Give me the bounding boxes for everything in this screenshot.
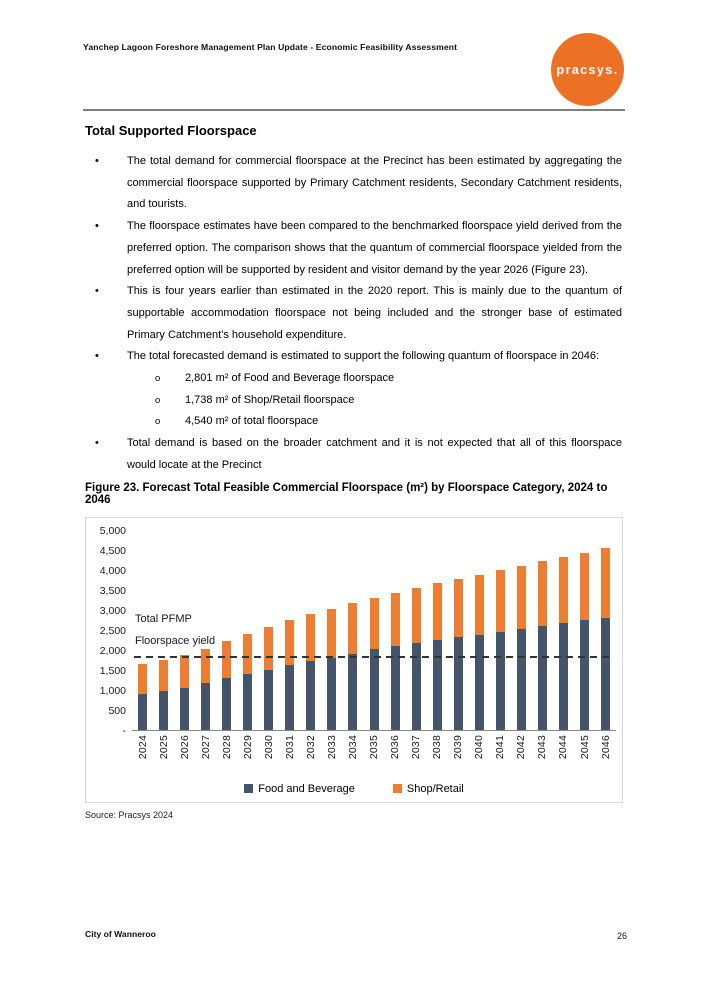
stacked-bar [243, 634, 252, 729]
y-tick-label: 4,000 [99, 564, 126, 577]
bar-segment-shop-retail [348, 603, 357, 653]
x-tick-label: 2032 [304, 734, 317, 759]
bar-segment-food-and-beverage [264, 670, 273, 730]
x-tick-label: 2040 [473, 734, 486, 759]
x-tick [364, 735, 385, 759]
pracsys-logo [551, 33, 624, 106]
header-document-title: Yanchep Lagoon Foreshore Management Plan Update - Economic Feasibility Assessment [83, 42, 458, 52]
stacked-bar [285, 620, 294, 730]
x-tick-label: 2031 [283, 734, 296, 759]
stacked-bar [222, 641, 231, 729]
bar-group [385, 531, 406, 730]
x-tick [448, 735, 469, 759]
x-tick [511, 735, 532, 759]
stacked-bar [538, 561, 547, 729]
x-tick-label: 2038 [431, 734, 444, 759]
bullet-text: The total demand for commercial floorspace at the Precinct has been estimated by aggregating the commercial floorspace supported by Primary Catchment residents, Secondary Catchment residents, and tourists. [127, 155, 622, 211]
x-tick [216, 735, 237, 759]
bar-segment-shop-retail [264, 627, 273, 670]
bullet-item [85, 216, 622, 281]
bullet-marker: • [95, 220, 99, 233]
bar-segment-shop-retail [285, 620, 294, 665]
bar-segment-food-and-beverage [327, 658, 336, 730]
x-tick [258, 735, 279, 759]
sub-bullet-text: 1,738 m² of Shop/Retail floorspace [185, 393, 355, 406]
chart-legend [86, 783, 622, 795]
y-tick-label: 500 [108, 704, 126, 717]
bar-segment-food-and-beverage [601, 618, 610, 730]
bullet-item [85, 346, 622, 368]
x-tick [385, 735, 406, 759]
x-tick-label: 2045 [578, 734, 591, 759]
stacked-bar [601, 548, 610, 730]
section-title: Total Supported Floorspace [85, 123, 257, 138]
x-tick-label: 2026 [178, 734, 191, 759]
stacked-bar [138, 664, 147, 730]
bar-segment-shop-retail [601, 548, 610, 618]
bar-group [595, 531, 616, 730]
bar-segment-shop-retail [201, 649, 210, 684]
legend-item-shop-retail [393, 783, 464, 795]
bar-segment-food-and-beverage [306, 661, 315, 730]
bar-segment-food-and-beverage [180, 688, 189, 730]
bar-group [532, 531, 553, 730]
bullet-marker: • [95, 350, 99, 363]
bar-group [237, 531, 258, 730]
bar-group [553, 531, 574, 730]
sub-bullet-text: 4,540 m² of total floorspace [185, 415, 319, 428]
pfmp-yield-reference-line [134, 656, 614, 658]
y-tick-label: 4,500 [99, 544, 126, 557]
pfmp-yield-label-line2: Floorspace yield [135, 634, 216, 647]
y-axis [86, 524, 126, 737]
x-tick [321, 735, 342, 759]
figure-23-chart [85, 517, 623, 803]
stacked-bar [496, 570, 505, 730]
x-tick-label: 2046 [599, 734, 612, 759]
bar-segment-shop-retail [475, 575, 484, 635]
bar-group [300, 531, 321, 730]
x-tick-label: 2025 [157, 734, 170, 759]
x-tick [469, 735, 490, 759]
x-tick [195, 735, 216, 759]
bullet-marker: • [95, 285, 99, 298]
figure-caption: Figure 23. Forecast Total Feasible Commercial Floorspace (m²) by Floorspace Category, 2024 to 2046 [85, 481, 608, 506]
sub-bullet-marker: o [155, 416, 161, 428]
x-tick-label: 2029 [241, 734, 254, 759]
bar-group [490, 531, 511, 730]
sub-bullet-item [85, 368, 622, 390]
bullet-text: The floorspace estimates have been compared to the benchmarked floorspace yield derived from the preferred option. The comparison shows that the quantum of commercial floorspace yielded from the preferred option will be supported by resident and visitor demand by the year 2026 (Figure 23). [127, 220, 622, 276]
x-tick [132, 735, 153, 759]
header-divider [83, 109, 625, 111]
food-and-beverage-swatch [244, 784, 253, 793]
pfmp-yield-label-line1: Total PFMP [135, 612, 192, 625]
x-tick-label: 2030 [262, 734, 275, 759]
bar-segment-food-and-beverage [496, 632, 505, 730]
x-tick-label: 2028 [220, 734, 233, 759]
bar-segment-food-and-beverage [580, 620, 589, 729]
legend-label: Shop/Retail [406, 782, 464, 795]
bullet-text: Total demand is based on the broader catchment and it is not expected that all of this floorspace would locate at the Precinct [127, 437, 622, 471]
stacked-bar [264, 627, 273, 730]
bar-segment-shop-retail [538, 561, 547, 626]
x-tick [532, 735, 553, 759]
bar-segment-food-and-beverage [454, 637, 463, 729]
x-tick [553, 735, 574, 759]
bar-group [321, 531, 342, 730]
x-tick-label: 2037 [410, 734, 423, 759]
x-tick-label: 2042 [515, 734, 528, 759]
x-tick-label: 2035 [368, 734, 381, 759]
bar-segment-food-and-beverage [370, 649, 379, 729]
x-tick [427, 735, 448, 759]
sub-bullet-marker: o [155, 394, 161, 406]
pracsys-logo-text: pracsys. [556, 62, 619, 77]
bar-segment-shop-retail [159, 660, 168, 691]
x-tick [279, 735, 300, 759]
bar-group [364, 531, 385, 730]
footer-page-number: 26 [616, 931, 627, 941]
plot-area [132, 531, 616, 731]
x-tick [574, 735, 595, 759]
bar-group [469, 531, 490, 730]
bar-segment-shop-retail [454, 579, 463, 637]
bar-segment-food-and-beverage [138, 694, 147, 730]
bullet-text: The total forecasted demand is estimated to support the following quantum of floorspace in 2046: [127, 350, 600, 363]
figure-source: Source: Pracsys 2024 [85, 809, 174, 820]
x-tick [595, 735, 616, 759]
bar-segment-shop-retail [496, 570, 505, 632]
bar-segment-shop-retail [370, 598, 379, 649]
stacked-bar [412, 588, 421, 730]
stacked-bar [180, 655, 189, 729]
bar-group [427, 531, 448, 730]
bar-segment-food-and-beverage [348, 654, 357, 730]
x-axis [132, 735, 616, 759]
stacked-bar [517, 566, 526, 730]
y-tick-label: 2,500 [99, 624, 126, 637]
x-tick [237, 735, 258, 759]
bar-segment-shop-retail [222, 641, 231, 678]
page-body [85, 123, 622, 820]
stacked-bar [475, 575, 484, 730]
bar-group [279, 531, 300, 730]
bullet-marker: • [95, 155, 99, 167]
bullet-item [85, 281, 622, 346]
bar-segment-shop-retail [243, 634, 252, 674]
stacked-bar [159, 660, 168, 730]
stacked-bar [348, 603, 357, 729]
x-tick-label: 2041 [494, 734, 507, 759]
bar-segment-food-and-beverage [222, 678, 231, 729]
bar-group [342, 531, 363, 730]
x-tick [490, 735, 511, 759]
bar-segment-food-and-beverage [517, 629, 526, 730]
stacked-bar [454, 579, 463, 730]
bar-segment-shop-retail [391, 593, 400, 646]
bullet-item [85, 151, 622, 216]
bullet-text: This is four years earlier than estimated in the 2020 report. This is mainly due to the quantum of supportable accommodation floorspace not being included and the stronger base of estimated Primary Catchment’s household expenditure. [127, 285, 622, 341]
y-tick-label: 1,000 [99, 684, 126, 697]
x-tick-label: 2043 [536, 734, 549, 759]
bar-segment-food-and-beverage [243, 674, 252, 729]
bar-segment-food-and-beverage [285, 665, 294, 729]
bar-group [216, 531, 237, 730]
y-tick-label: 1,500 [99, 664, 126, 677]
bar-segment-food-and-beverage [538, 626, 547, 730]
legend-item-food-and-beverage [244, 783, 355, 795]
stacked-bar [559, 557, 568, 730]
x-tick [406, 735, 427, 759]
bar-segment-food-and-beverage [201, 683, 210, 729]
y-tick-label: 3,000 [99, 604, 126, 617]
sub-bullet-item [85, 390, 622, 412]
x-tick-label: 2024 [136, 734, 149, 759]
pfmp-yield-label [135, 608, 215, 652]
x-tick-label: 2039 [452, 734, 465, 759]
y-tick-label: - [122, 724, 126, 737]
bullet-marker: • [95, 437, 99, 450]
bar-group [406, 531, 427, 730]
x-tick-label: 2033 [325, 734, 338, 759]
bar-group [574, 531, 595, 730]
bar-segment-shop-retail [138, 664, 147, 694]
bar-segment-shop-retail [433, 583, 442, 640]
sub-bullet-item [85, 411, 622, 433]
x-tick-label: 2036 [389, 734, 402, 759]
stacked-bar [580, 553, 589, 730]
x-tick [342, 735, 363, 759]
x-tick [300, 735, 321, 759]
bar-group [511, 531, 532, 730]
bar-segment-food-and-beverage [559, 623, 568, 730]
bar-segment-shop-retail [517, 566, 526, 629]
stacked-bar [201, 649, 210, 730]
stacked-bar [306, 614, 315, 730]
y-tick-label: 3,500 [99, 584, 126, 597]
bar-segment-shop-retail [306, 614, 315, 661]
stacked-bar [391, 593, 400, 730]
legend-label: Food and Beverage [258, 782, 355, 795]
bar-group [258, 531, 279, 730]
bar-group [448, 531, 469, 730]
bar-segment-shop-retail [580, 553, 589, 621]
stacked-bar [327, 609, 336, 729]
bar-segment-food-and-beverage [159, 691, 168, 730]
bar-segment-food-and-beverage [391, 646, 400, 730]
sub-bullet-text: 2,801 m² of Food and Beverage floorspace [185, 372, 395, 385]
bar-segment-shop-retail [327, 609, 336, 657]
bar-segment-food-and-beverage [475, 635, 484, 730]
x-tick-label: 2027 [199, 734, 212, 759]
shop-retail-swatch [393, 784, 402, 793]
footer-organisation: City of Wanneroo [85, 929, 156, 939]
sub-bullet-marker: o [155, 373, 161, 385]
x-tick [153, 735, 174, 759]
x-tick-label: 2034 [346, 734, 359, 759]
bar-segment-shop-retail [412, 588, 421, 643]
plot-wrap [132, 531, 616, 759]
bullet-item [85, 433, 622, 476]
bar-segment-food-and-beverage [433, 640, 442, 729]
y-tick-label: 2,000 [99, 644, 126, 657]
y-tick-label: 5,000 [99, 524, 126, 537]
bar-segment-shop-retail [559, 557, 568, 623]
bar-segment-shop-retail [180, 655, 189, 688]
x-tick [174, 735, 195, 759]
stacked-bar [370, 598, 379, 730]
x-tick-label: 2044 [557, 734, 570, 759]
